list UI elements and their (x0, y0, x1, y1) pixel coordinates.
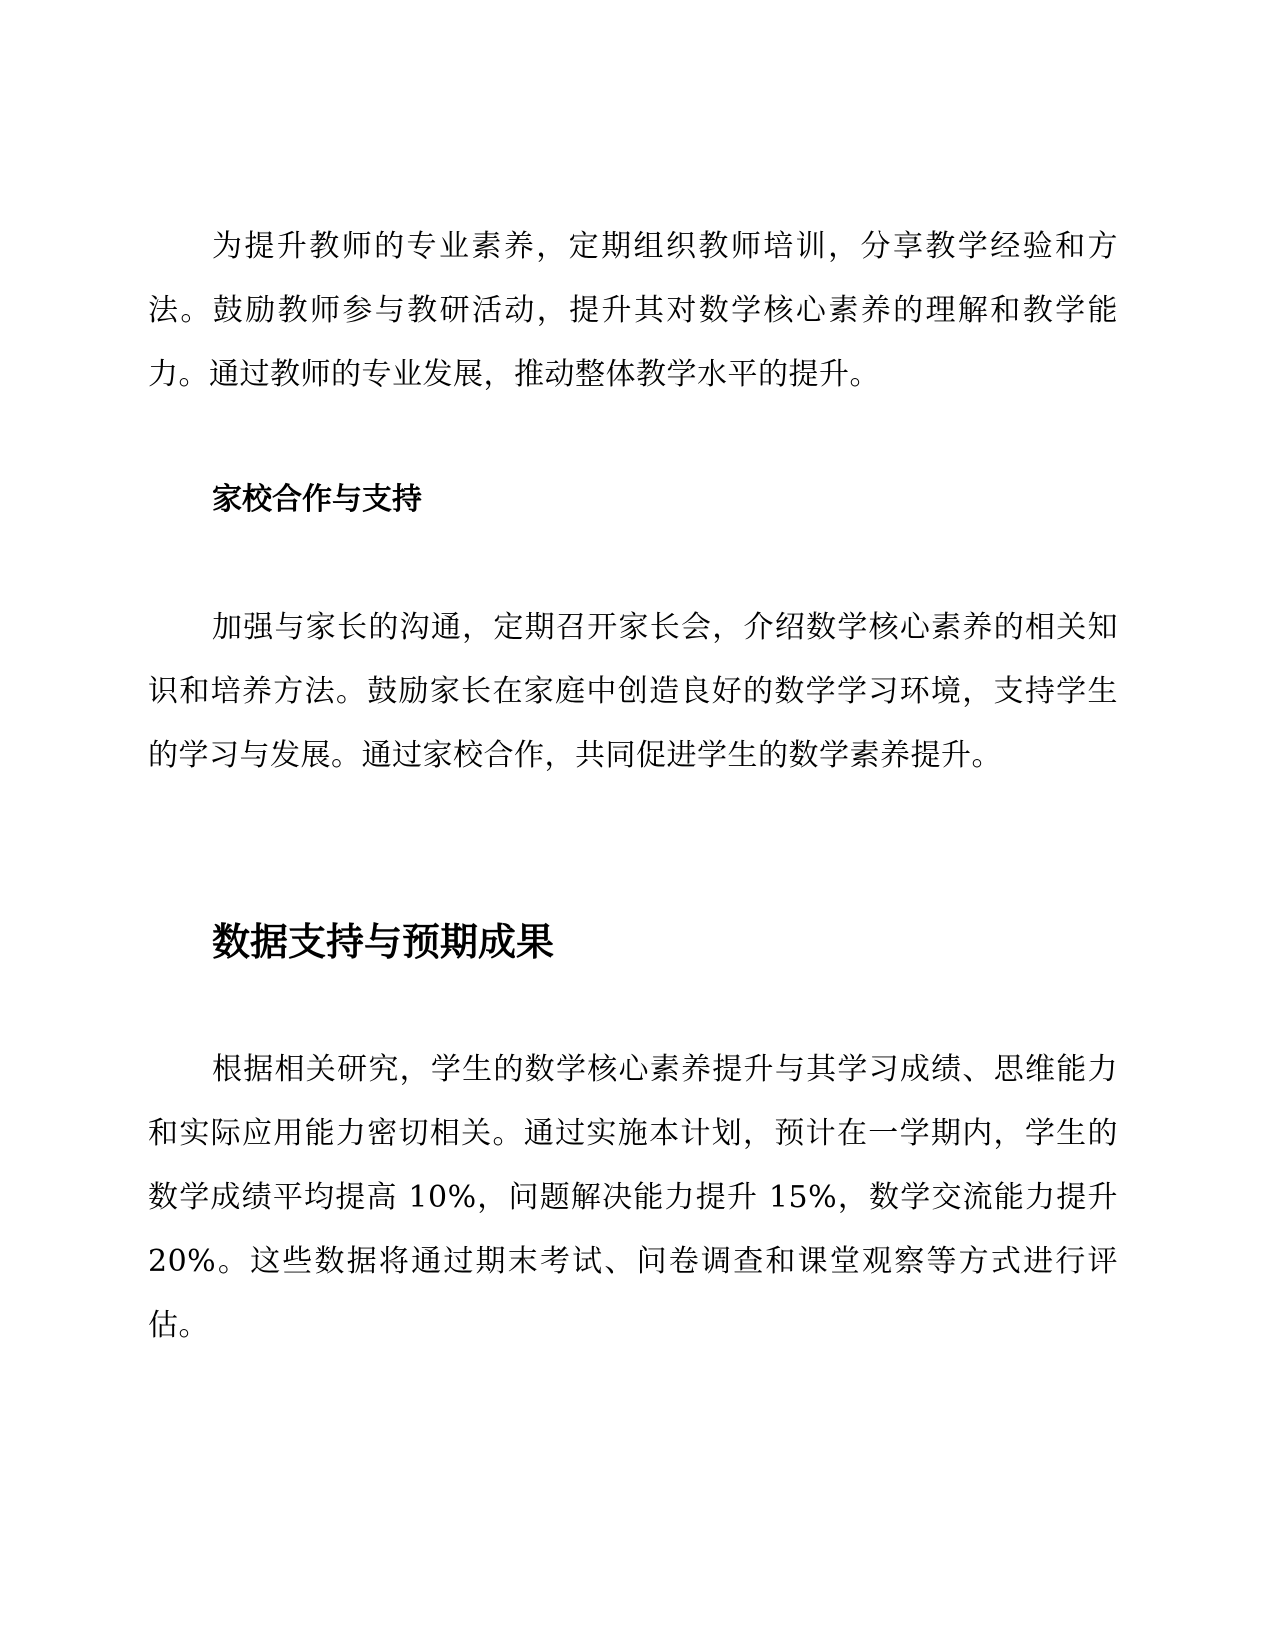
data-support-paragraph: 根据相关研究，学生的数学核心素养提升与其学习成绩、思维能力和实际应用能力密切相关。通过实施本计划，预计在一学期内，学生的数学成绩平均提高 10%，问题解决能力提升 15%，数学交流能力提升 20%。这些数据将通过期末考试、问卷调查和课堂观察等方式进行评估。 (148, 1052, 1118, 1343)
data-support-heading: 数据支持与预期成果 (212, 920, 555, 964)
home-school-paragraph: 加强与家长的沟通，定期召开家长会，介绍数学核心素养的相关知识和培养方法。鼓励家长在家庭中创造良好的数学学习环境，支持学生的学习与发展。通过家校合作，共同促进学生的数学素养提升。 (148, 610, 1118, 773)
teacher-training-paragraph: 为提升教师的专业素养，定期组织教师培训，分享教学经验和方法。鼓励教师参与教研活动，提升其对数学核心素养的理解和教学能力。通过教师的专业发展，推动整体教学水平的提升。 (148, 229, 1118, 392)
home-school-heading: 家校合作与支持 (212, 482, 422, 517)
